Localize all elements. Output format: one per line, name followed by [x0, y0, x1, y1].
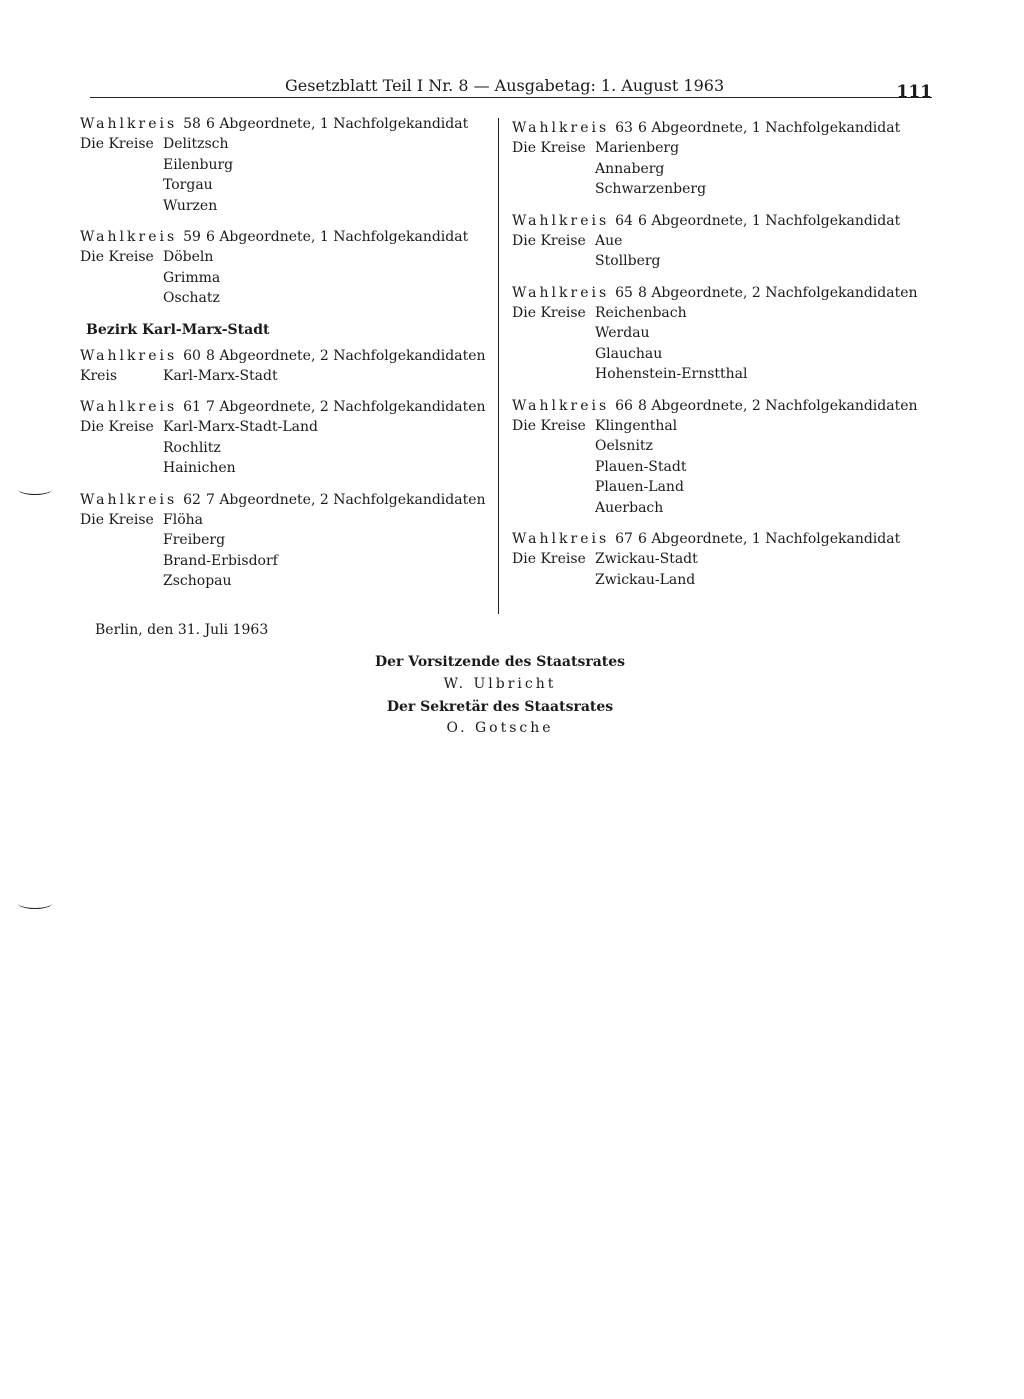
district-place: Hainichen	[163, 460, 236, 476]
district-label: Die Kreise	[512, 551, 586, 567]
district-row	[80, 417, 500, 438]
district-word: Wahlkreis	[512, 397, 610, 414]
district-number: 67	[615, 531, 633, 547]
district-row	[512, 477, 932, 498]
district-heading	[80, 490, 500, 510]
district-row	[80, 288, 500, 309]
right-districts	[512, 118, 932, 590]
district-number: 58	[183, 116, 201, 132]
district-label	[80, 175, 163, 196]
column-divider	[498, 118, 499, 614]
district-label: Die Kreise	[80, 419, 154, 435]
district-row	[80, 268, 500, 289]
electoral-district	[512, 283, 932, 385]
electoral-district	[80, 490, 500, 592]
district-seats: 7 Abgeordnete, 2 Nachfolgekandidaten	[205, 491, 486, 508]
district-label	[80, 288, 163, 309]
district-place: Hohenstein-Ernstthal	[595, 366, 748, 382]
district-place: Schwarzenberg	[595, 181, 707, 197]
district-label	[80, 551, 163, 572]
header-rule	[90, 97, 932, 98]
district-row	[80, 510, 500, 531]
district-label	[512, 436, 595, 457]
district-label	[80, 268, 163, 289]
signature-title-secretary: Der Sekretär des Staatsrates	[386, 699, 614, 715]
district-place: Döbeln	[163, 249, 214, 265]
left-districts-group-a	[80, 114, 500, 309]
district-number: 64	[615, 212, 633, 229]
electoral-district	[512, 211, 932, 272]
district-place: Plauen-Stadt	[595, 458, 687, 475]
district-heading	[80, 114, 500, 134]
district-place: Karl-Marx-Stadt-Land	[163, 419, 318, 435]
electoral-district	[512, 118, 932, 200]
district-heading	[512, 118, 932, 138]
place-date: Berlin, den 31. Juli 1963	[95, 622, 269, 638]
district-row	[80, 530, 500, 551]
district-place: Zschopau	[163, 573, 232, 589]
district-place: Glauchau	[595, 345, 663, 362]
district-seats: 8 Abgeordnete, 2 Nachfolgekandidaten	[637, 284, 918, 301]
district-label	[512, 323, 595, 344]
district-place: Grimma	[163, 269, 221, 286]
district-word: Wahlkreis	[80, 116, 178, 132]
district-row	[512, 138, 932, 159]
page-header	[90, 76, 932, 102]
district-heading	[512, 396, 932, 416]
district-label	[512, 251, 595, 272]
district-row	[80, 134, 500, 155]
district-number: 60	[183, 347, 201, 364]
district-row	[512, 436, 932, 457]
district-place: Plauen-Land	[595, 479, 684, 495]
district-row	[512, 303, 932, 324]
electoral-district	[80, 346, 500, 387]
district-place: Aue	[595, 232, 623, 249]
district-seats: 8 Abgeordnete, 2 Nachfolgekandidaten	[637, 397, 918, 414]
electoral-district	[512, 396, 932, 519]
district-label: Die Kreise	[512, 232, 586, 249]
district-label: Kreis	[80, 367, 118, 384]
district-row	[512, 159, 932, 180]
district-row	[80, 247, 500, 268]
district-place: Flöha	[163, 511, 203, 528]
district-row	[80, 458, 500, 479]
district-label: Die Kreise	[80, 136, 154, 152]
district-word: Wahlkreis	[512, 531, 610, 547]
district-seats: 8 Abgeordnete, 2 Nachfolgekandidaten	[205, 347, 486, 364]
district-place: Stollberg	[595, 253, 661, 269]
district-row	[512, 549, 932, 570]
district-word: Wahlkreis	[80, 491, 178, 508]
district-heading	[512, 283, 932, 303]
header-title: Gesetzblatt Teil I Nr. 8 — Ausgabetag: 1. August 1963	[285, 76, 725, 95]
district-row	[512, 323, 932, 344]
district-label	[512, 457, 595, 478]
district-place: Annaberg	[595, 160, 665, 177]
district-label	[80, 458, 163, 479]
district-row	[512, 231, 932, 252]
district-label	[80, 571, 163, 592]
district-row	[80, 366, 500, 387]
district-word: Wahlkreis	[80, 229, 178, 245]
district-row	[512, 457, 932, 478]
district-place: Wurzen	[163, 197, 218, 214]
district-word: Wahlkreis	[80, 399, 178, 415]
district-label	[512, 477, 595, 498]
district-word: Wahlkreis	[80, 347, 178, 364]
district-label	[512, 344, 595, 365]
page-number: 111	[896, 82, 932, 102]
district-number: 66	[615, 397, 633, 414]
electoral-district	[80, 397, 500, 479]
district-label	[512, 570, 595, 591]
electoral-district	[80, 227, 500, 309]
district-place: Eilenburg	[163, 156, 234, 173]
electoral-district	[80, 114, 500, 216]
electoral-district	[512, 529, 932, 590]
district-row	[512, 179, 932, 200]
district-heading	[80, 397, 500, 417]
district-label: Die Kreise	[512, 304, 586, 321]
district-row	[80, 175, 500, 196]
district-row	[512, 498, 932, 519]
district-row	[80, 551, 500, 572]
district-number: 59	[183, 229, 201, 245]
district-seats: 6 Abgeordnete, 1 Nachfolgekandidat	[205, 116, 469, 132]
right-column	[512, 118, 932, 601]
district-row	[512, 416, 932, 437]
district-place: Brand-Erbisdorf	[163, 552, 278, 569]
district-number: 63	[615, 120, 633, 136]
district-label	[80, 530, 163, 551]
district-row	[80, 155, 500, 176]
district-number: 65	[615, 284, 633, 301]
district-label	[512, 364, 595, 385]
district-label: Die Kreise	[512, 140, 586, 156]
signature-name-secretary: O. Gotsche	[446, 720, 554, 736]
district-seats: 6 Abgeordnete, 1 Nachfolgekandidat	[637, 531, 901, 547]
district-seats: 6 Abgeordnete, 1 Nachfolgekandidat	[637, 212, 901, 229]
district-place: Freiberg	[163, 532, 226, 548]
district-number: 61	[183, 399, 201, 415]
district-label	[80, 438, 163, 459]
district-place: Delitzsch	[163, 136, 229, 152]
district-label: Die Kreise	[80, 249, 154, 265]
district-label	[80, 155, 163, 176]
district-heading	[512, 529, 932, 549]
district-label	[80, 196, 163, 217]
district-label: Die Kreise	[512, 417, 586, 434]
district-place: Oschatz	[163, 290, 220, 306]
district-row	[512, 570, 932, 591]
district-number: 62	[183, 491, 201, 508]
district-place: Auerbach	[595, 499, 664, 516]
district-row	[80, 196, 500, 217]
margin-punch-mark-upper	[18, 484, 52, 495]
district-heading	[80, 346, 500, 366]
district-place: Karl-Marx-Stadt	[163, 367, 278, 384]
signature-name-chair: W. Ulbricht	[443, 676, 557, 692]
district-place: Torgau	[163, 177, 213, 193]
district-seats: 6 Abgeordnete, 1 Nachfolgekandidat	[205, 229, 469, 245]
district-row	[512, 364, 932, 385]
district-row	[80, 571, 500, 592]
district-place: Reichenbach	[595, 304, 687, 321]
district-place: Oelsnitz	[595, 438, 653, 454]
district-label	[512, 179, 595, 200]
district-word: Wahlkreis	[512, 212, 610, 229]
district-heading	[512, 211, 932, 231]
district-word: Wahlkreis	[512, 284, 610, 301]
district-row	[512, 344, 932, 365]
bezirk-heading: Bezirk Karl-Marx-Stadt	[86, 321, 270, 338]
margin-punch-mark-lower	[18, 898, 52, 909]
district-heading	[80, 227, 500, 247]
district-place: Zwickau-Stadt	[595, 551, 698, 567]
left-column	[80, 114, 500, 603]
district-label	[512, 159, 595, 180]
district-place: Klingenthal	[595, 417, 678, 434]
district-place: Marienberg	[595, 140, 680, 156]
district-label	[512, 498, 595, 519]
signature-title-chair: Der Vorsitzende des Staatsrates	[374, 654, 626, 670]
district-row	[80, 438, 500, 459]
district-label: Die Kreise	[80, 511, 154, 528]
district-word: Wahlkreis	[512, 120, 610, 136]
district-place: Rochlitz	[163, 439, 221, 456]
left-districts-group-b	[80, 346, 500, 592]
district-seats: 7 Abgeordnete, 2 Nachfolgekandidaten	[205, 399, 486, 415]
district-place: Zwickau-Land	[595, 571, 696, 588]
district-place: Werdau	[595, 325, 650, 341]
district-seats: 6 Abgeordnete, 1 Nachfolgekandidat	[637, 120, 901, 136]
district-row	[512, 251, 932, 272]
